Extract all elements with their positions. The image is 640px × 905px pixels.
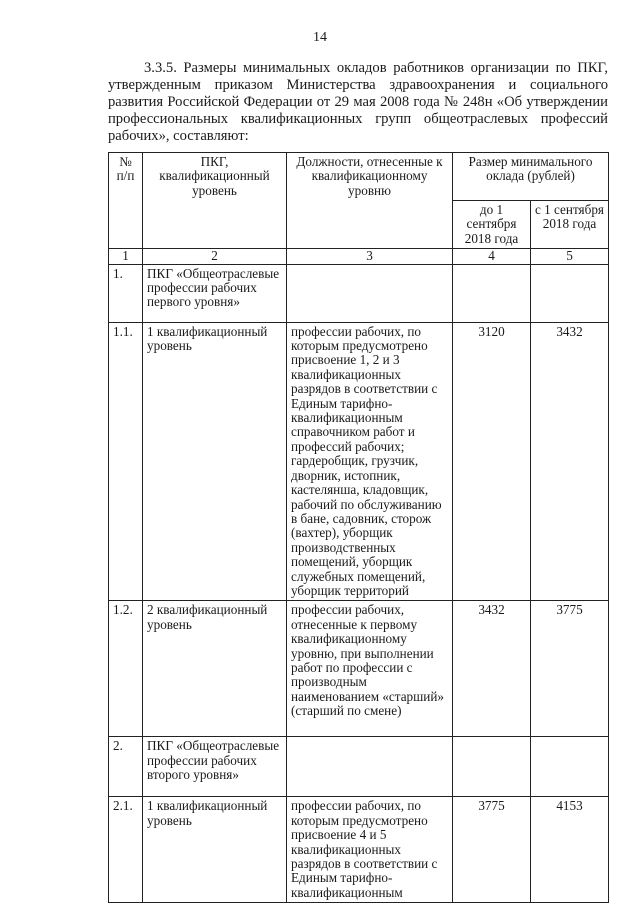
table-row <box>109 797 609 903</box>
header-salary: Размер минимального оклада (рублей) <box>453 153 609 201</box>
row-num: 2. <box>109 737 143 797</box>
row-pkg: 1 квалификационный уровень <box>143 797 287 903</box>
row-pkg: 2 квалификационный уровень <box>143 601 287 737</box>
row-duties <box>287 264 453 322</box>
row-before <box>453 264 531 322</box>
row-num: 1.2. <box>109 601 143 737</box>
salary-table <box>108 152 609 903</box>
row-num: 2.1. <box>109 797 143 903</box>
row-after: 4153 <box>531 797 609 903</box>
row-pkg: 1 квалификационный уровень <box>143 322 287 601</box>
table-row <box>109 601 609 737</box>
row-num: 1.1. <box>109 322 143 601</box>
row-before: 3432 <box>453 601 531 737</box>
row-before <box>453 737 531 797</box>
header-before: до 1 сентября 2018 года <box>453 201 531 249</box>
table-row <box>109 322 609 601</box>
row-before: 3120 <box>453 322 531 601</box>
row-after <box>531 737 609 797</box>
row-after <box>531 264 609 322</box>
row-pkg: ПКГ «Общеотраслевые профессии рабочих первого уровня» <box>143 264 287 322</box>
column-number: 4 <box>453 249 531 264</box>
header-after: с 1 сентября 2018 года <box>531 201 609 249</box>
intro-text: 3.3.5. Размеры минимальных окладов работников организации по ПКГ, утвержденным приказом Министерства здравоохранения и социального развития Российской Федерации от 29 мая 2008 года № 248н «Об утверждении профессиональных квалификационных групп общеотраслевых профессий рабочих», составляют: <box>108 60 608 144</box>
page-number: 14 <box>313 30 327 45</box>
table-header-row <box>109 153 609 201</box>
row-pkg: ПКГ «Общеотраслевые профессии рабочих второго уровня» <box>143 737 287 797</box>
intro-paragraph <box>108 60 608 145</box>
header-num: № п/п <box>109 153 143 249</box>
header-duties: Должности, отнесенные к квалификационному уровню <box>287 153 453 249</box>
table-row <box>109 737 609 797</box>
column-number: 5 <box>531 249 609 264</box>
row-num: 1. <box>109 264 143 322</box>
row-after: 3775 <box>531 601 609 737</box>
row-duties <box>287 737 453 797</box>
header-pkg: ПКГ, квалификационный уровень <box>143 153 287 249</box>
row-after: 3432 <box>531 322 609 601</box>
table-row <box>109 264 609 322</box>
column-numbers-row <box>109 249 609 264</box>
column-number: 3 <box>287 249 453 264</box>
row-before: 3775 <box>453 797 531 903</box>
column-number: 2 <box>143 249 287 264</box>
column-number: 1 <box>109 249 143 264</box>
row-duties: профессии рабочих, по которым предусмотрено присвоение 1, 2 и 3 квалификационных разрядов в соответствии с Единым тарифно-квалификационным справочником работ и профессий рабочих; гардеробщик, грузчик, дворник, истопник, кастелянша, кладовщик, рабочий по обслуживанию в бане, садовник, сторож (вахтер), уборщик производственных помещений, уборщик служебных помещений, уборщик территорий <box>287 322 453 601</box>
row-duties: профессии рабочих, отнесенные к первому квалификационному уровню, при выполнении работ по профессии с производным наименованием «старший» (старший по смене) <box>287 601 453 737</box>
row-duties: профессии рабочих, по которым предусмотрено присвоение 4 и 5 квалификационных разрядов в соответствии с Единым тарифно-квалификационным <box>287 797 453 903</box>
